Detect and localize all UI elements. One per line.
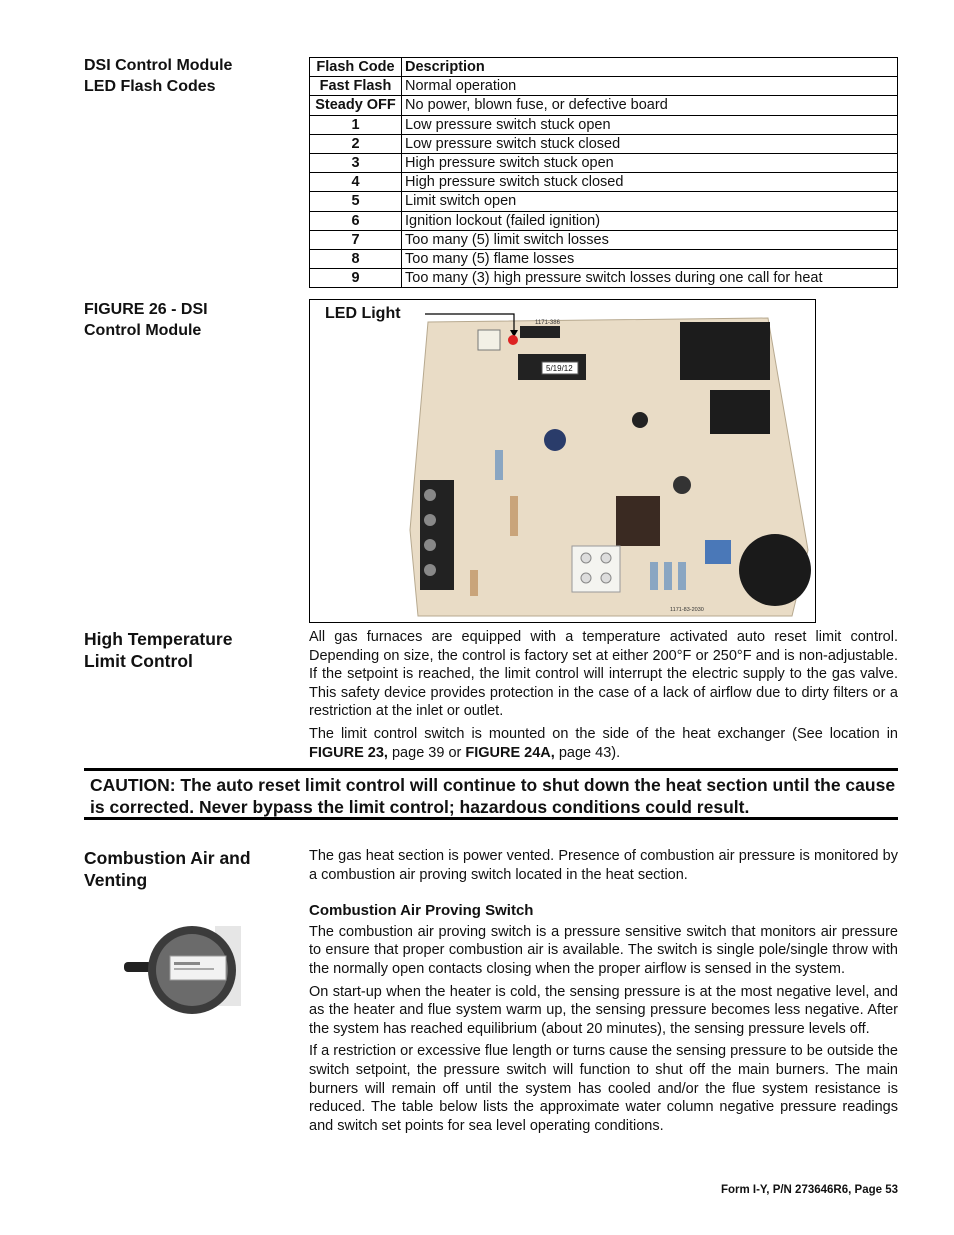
figure-reference: FIGURE 23, <box>309 744 388 761</box>
caution-rule-bottom <box>84 817 898 820</box>
table-row <box>310 249 898 268</box>
description-cell: No power, blown fuse, or defective board <box>402 96 898 115</box>
table-row <box>310 230 898 249</box>
table-row <box>310 96 898 115</box>
table-row <box>310 211 898 230</box>
figure-box <box>309 299 816 623</box>
flash-code-cell: 3 <box>310 153 402 172</box>
high-temp-body <box>309 628 898 766</box>
description-cell: Too many (5) flame losses <box>402 249 898 268</box>
paragraph <box>309 725 898 762</box>
high-temp-heading <box>84 628 232 672</box>
board-text: 1171-386 <box>535 320 560 326</box>
page-footer: Form I-Y, P/N 273646R6, Page 53 <box>720 1184 898 1196</box>
flash-code-cell: 9 <box>310 269 402 288</box>
led-light-label: LED Light <box>325 305 401 322</box>
combustion-heading <box>84 847 251 891</box>
dsi-section-heading <box>84 55 232 97</box>
flash-code-cell: Fast Flash <box>310 77 402 96</box>
description-cell: Normal operation <box>402 77 898 96</box>
text-run: page 39 or <box>387 744 466 761</box>
description-cell: Low pressure switch stuck open <box>402 115 898 134</box>
board-sticker: 5/19/12 <box>546 364 573 373</box>
paragraph: The combustion air proving switch is a pressure sensitive switch that monitors air pressure to ensure that proper combustion air is available. The switch is single pole/single throw with the normally open contacts closing when the proper airflow is sensed in the system. <box>309 923 898 977</box>
paragraph: All gas furnaces are equipped with a temperature activated auto reset limit control. Depending on size, the control is factory set at either 200°F or 250°F and is non-adjustable. If the setpoint is reached, the limit control will interrupt the electric supply to the gas valve. This safety device provides protection in the case of a lack of airflow due to dirty filters or a restriction at the inlet or outlet. <box>309 629 898 720</box>
led <box>508 335 518 345</box>
heading-line: Limit Control <box>84 651 193 671</box>
flash-code-cell: 5 <box>310 192 402 211</box>
paragraph: The gas heat section is power vented. Presence of combustion air pressure is monitored by a combustion air proving switch located in the heat section. <box>309 848 898 883</box>
caution-text: CAUTION: The auto reset limit control will continue to shut down the heat section until the cause is corrected. Never bypass the limit control; hazardous conditions could result. <box>90 775 896 817</box>
flash-code-cell: Steady OFF <box>310 96 402 115</box>
figure-caption <box>84 299 208 341</box>
description-cell: Low pressure switch stuck closed <box>402 134 898 153</box>
flash-code-table <box>309 57 898 288</box>
table-row <box>310 173 898 192</box>
table-header-row <box>310 58 898 77</box>
heading-line: DSI Control Module <box>84 57 233 74</box>
column-header-description: Description <box>402 58 898 77</box>
description-cell: Too many (3) high pressure switch losses during one call for heat <box>402 269 898 288</box>
caption-line: Control Module <box>84 322 202 339</box>
heading-line: LED Flash Codes <box>84 78 216 95</box>
table-row <box>310 115 898 134</box>
description-cell: High pressure switch stuck closed <box>402 173 898 192</box>
table-row <box>310 134 898 153</box>
flash-code-cell: 6 <box>310 211 402 230</box>
description-cell: Limit switch open <box>402 192 898 211</box>
description-cell: High pressure switch stuck open <box>402 153 898 172</box>
flash-code-cell: 2 <box>310 134 402 153</box>
flash-code-cell: 8 <box>310 249 402 268</box>
column-header-flash-code: Flash Code <box>310 58 402 77</box>
flash-code-cell: 1 <box>310 115 402 134</box>
paragraph: On start-up when the heater is cold, the sensing pressure is at the most negative level, and as the heater and flue system warm up, the sensing pressure becomes less negative. After the system has reached equilibrium (about 20 minutes), the sensing pressure levels off. <box>309 983 898 1037</box>
combustion-body <box>309 847 898 1139</box>
text-run: page 43). <box>554 744 621 761</box>
paragraph: If a restriction or excessive flue length or turns cause the sensing pressure to be outside the switch setpoint, the pressure switch will function to shut off the main burners. The main burners will remain off until the system has cooled and/or the flue system resistance is reduced. The table below lists the approximate water column negative pressure readings and switch set points for sea level operating conditions. <box>309 1043 898 1134</box>
pressure-switch-image <box>120 918 245 1018</box>
heading-line: Combustion Air and <box>84 848 251 868</box>
table-row <box>310 153 898 172</box>
description-cell: Too many (5) limit switch losses <box>402 230 898 249</box>
heading-line: High Temperature <box>84 629 233 649</box>
heading-line: Venting <box>84 870 148 890</box>
board-text: 1171-83-2030 <box>670 607 704 613</box>
table-row <box>310 192 898 211</box>
flash-code-cell: 4 <box>310 173 402 192</box>
table-row <box>310 77 898 96</box>
flash-code-cell: 7 <box>310 230 402 249</box>
figure-reference: FIGURE 24A, <box>465 744 555 761</box>
caution-rule-top <box>84 768 898 771</box>
text-run: The limit control switch is mounted on the side of the heat exchanger (See location in <box>309 725 898 742</box>
control-board-illustration <box>310 300 815 622</box>
table-row <box>310 269 898 288</box>
subheading: Combustion Air Proving Switch <box>309 902 534 920</box>
caption-line: FIGURE 26 - DSI <box>84 301 208 318</box>
description-cell: Ignition lockout (failed ignition) <box>402 211 898 230</box>
